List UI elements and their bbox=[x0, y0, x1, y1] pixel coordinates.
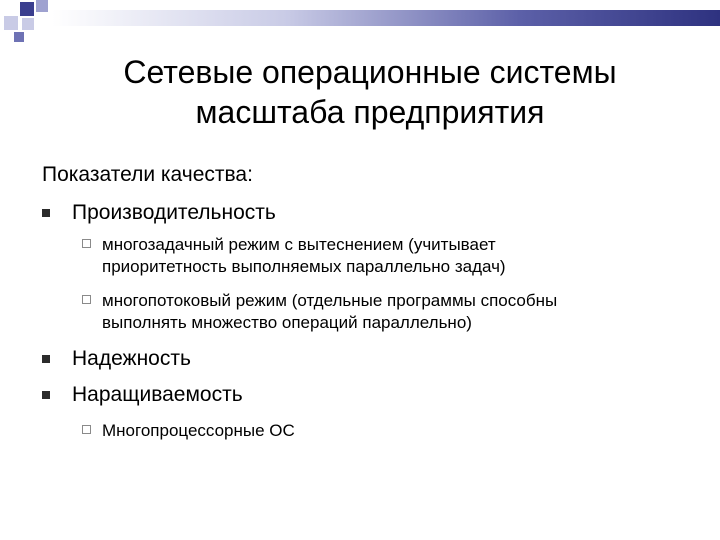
hollow-square-bullet-icon bbox=[82, 295, 91, 304]
hollow-square-bullet-icon bbox=[82, 239, 91, 248]
sub-item-line: приоритетность выполняемых параллельно задач) bbox=[102, 257, 506, 276]
sub-item-line: многопотоковый режим (отдельные программы способны bbox=[102, 291, 558, 310]
decor-square bbox=[4, 16, 18, 30]
square-bullet-icon bbox=[42, 355, 50, 363]
bullet-label: Производительность bbox=[72, 201, 276, 224]
sub-item-line: многозадачный режим с вытеснением (учитывает bbox=[102, 235, 496, 254]
decor-square bbox=[36, 0, 48, 12]
decorative-squares bbox=[0, 0, 60, 48]
title-line-2: масштаба предприятия bbox=[195, 94, 545, 130]
intro-text: Показатели качества: bbox=[42, 163, 253, 186]
slide-title bbox=[60, 52, 680, 132]
decor-square bbox=[20, 2, 34, 16]
decor-square bbox=[14, 32, 24, 42]
decor-square bbox=[22, 18, 34, 30]
bullet-label: Наращиваемость bbox=[72, 383, 243, 406]
hollow-square-bullet-icon bbox=[82, 425, 91, 434]
bullet-label: Надежность bbox=[72, 347, 191, 370]
title-line-1: Сетевые операционные системы bbox=[123, 54, 617, 90]
sub-item-line: Многопроцессорные ОС bbox=[102, 421, 295, 440]
gradient-header-bar bbox=[52, 10, 720, 26]
square-bullet-icon bbox=[42, 391, 50, 399]
square-bullet-icon bbox=[42, 209, 50, 217]
sub-item-line: выполнять множество операций параллельно) bbox=[102, 313, 472, 332]
